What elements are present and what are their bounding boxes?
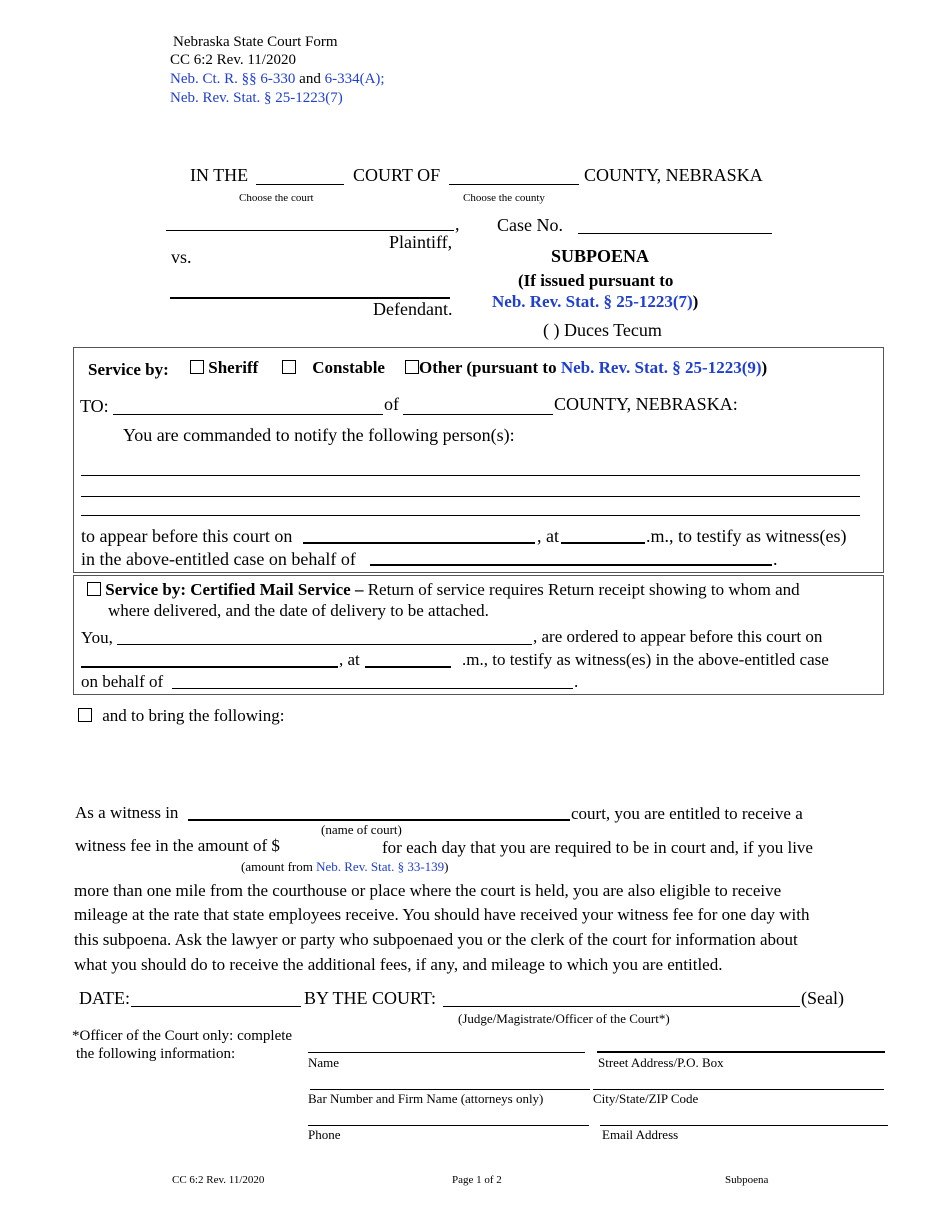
- appear-date-field[interactable]: [303, 542, 535, 544]
- vs-label: vs.: [171, 247, 192, 267]
- choose-court-hint: Choose the court: [239, 192, 314, 204]
- judge-hint: (Judge/Magistrate/Officer of the Court*): [458, 1011, 670, 1026]
- duces-tecum-option[interactable]: ( ) Duces Tecum: [543, 320, 662, 340]
- certified-mail-checkbox[interactable]: [87, 582, 101, 596]
- statute-link[interactable]: Neb. Rev. Stat. § 25-1223(7): [170, 90, 343, 106]
- appear-testify: .m., to testify as witness(es): [646, 526, 847, 546]
- officer-note-1: *Officer of the Court only: complete: [72, 1028, 293, 1044]
- to-name-field[interactable]: [113, 414, 383, 415]
- behalf-period-2: .: [574, 672, 579, 691]
- persons-line-3[interactable]: [81, 515, 860, 516]
- rule-link-b[interactable]: 6-334(A);: [324, 71, 385, 87]
- to-county-label: COUNTY, NEBRASKA:: [554, 394, 738, 414]
- title-statute-link[interactable]: Neb. Rev. Stat. § 25-1223(7): [492, 292, 693, 311]
- fee-amount-text: witness fee in the amount of $: [75, 836, 280, 855]
- to-county-field[interactable]: [403, 414, 553, 415]
- title-statute-close: ): [692, 292, 699, 311]
- behalf-period: .: [773, 549, 778, 569]
- persons-line-1[interactable]: [81, 475, 860, 476]
- name-label: Name: [308, 1055, 340, 1070]
- behalf-field-2[interactable]: [172, 688, 573, 689]
- by-court-label: BY THE COURT:: [304, 988, 437, 1008]
- amount-from-hint: [241, 859, 449, 875]
- other-option[interactable]: [405, 358, 767, 378]
- other-close: ): [761, 358, 768, 377]
- sheriff-checkbox[interactable]: [190, 360, 204, 374]
- street-field[interactable]: [597, 1051, 885, 1053]
- constable-checkbox[interactable]: [282, 360, 296, 374]
- witness-para-line-3: this subpoena. Ask the lawyer or party who subpoenaed you or the clerk of the court for information about: [74, 930, 798, 949]
- city-field[interactable]: [593, 1089, 884, 1090]
- certified-mail-label: Service by: Certified Mail Service –: [105, 580, 364, 599]
- witness-para-line-2: mileage at the rate that state employees receive. You should have received your witness fee for one day with: [74, 905, 810, 924]
- plaintiff-comma: ,: [455, 214, 460, 234]
- you-name-field[interactable]: [117, 644, 532, 645]
- sheriff-option[interactable]: [190, 358, 258, 378]
- plaintiff-field[interactable]: [166, 230, 454, 231]
- sheriff-label: Sheriff: [208, 358, 259, 377]
- form-name: Nebraska State Court Form: [173, 34, 338, 50]
- bring-label: and to bring the following:: [102, 706, 285, 725]
- behalf-label-2: on behalf of: [81, 672, 164, 691]
- amount-from-label: (amount from: [241, 859, 313, 874]
- other-checkbox[interactable]: [405, 360, 419, 374]
- name-field[interactable]: [308, 1052, 585, 1053]
- witness-para-line-4: what you should do to receive the additional fees, if any, and mileage to which you are entitled.: [74, 955, 723, 974]
- amount-statute-link[interactable]: Neb. Rev. Stat. § 33-139: [316, 859, 445, 874]
- subpoena-title: SUBPOENA: [551, 246, 650, 266]
- rule-reference: [170, 71, 385, 88]
- phone-label: Phone: [308, 1127, 341, 1142]
- to-label: TO:: [80, 396, 109, 416]
- ordered-at: , at: [339, 650, 360, 669]
- ordered-testify: .m., to testify as witness(es) in the above-entitled case: [462, 650, 829, 669]
- behalf-field[interactable]: [370, 564, 772, 566]
- footer-page: Page 1 of 2: [452, 1174, 502, 1186]
- certified-mail-option[interactable]: [87, 580, 800, 600]
- ordered-time-field[interactable]: [365, 666, 451, 668]
- city-label: City/State/ZIP Code: [593, 1091, 699, 1106]
- county-field[interactable]: [449, 184, 579, 185]
- of-label: of: [384, 394, 399, 414]
- plaintiff-label: Plaintiff,: [389, 232, 453, 252]
- certified-mail-text: Return of service requires Return receipt showing to whom and: [363, 580, 800, 599]
- street-label: Street Address/P.O. Box: [598, 1055, 724, 1070]
- appear-text: to appear before this court on: [81, 526, 293, 546]
- constable-label: Constable: [312, 358, 385, 377]
- bring-option[interactable]: [78, 706, 285, 726]
- footer-revision: CC 6:2 Rev. 11/2020: [172, 1174, 265, 1186]
- choose-county-hint: Choose the county: [463, 192, 545, 204]
- bar-number-label: Bar Number and Firm Name (attorneys only): [308, 1091, 544, 1106]
- seal-label: (Seal): [801, 988, 844, 1008]
- certified-mail-text-2: where delivered, and the date of delivery to be attached.: [108, 601, 489, 620]
- behalf-text: in the above-entitled case on behalf of: [81, 549, 356, 569]
- title-statute: [492, 292, 698, 312]
- date-field[interactable]: [131, 1006, 301, 1007]
- form-revision: CC 6:2 Rev. 11/2020: [170, 52, 296, 68]
- rule-and: and: [299, 71, 321, 87]
- service-by-label: Service by:: [88, 360, 169, 379]
- footer-title: Subpoena: [725, 1174, 769, 1186]
- ordered-date-field[interactable]: [81, 666, 338, 668]
- you-label: You,: [81, 628, 113, 647]
- county-nebraska-label: COUNTY, NEBRASKA: [584, 165, 763, 185]
- appear-at: , at: [537, 526, 559, 546]
- date-label: DATE:: [79, 988, 130, 1008]
- persons-line-2[interactable]: [81, 496, 860, 497]
- court-field[interactable]: [256, 184, 344, 185]
- commanded-text: You are commanded to notify the following person(s):: [123, 425, 515, 445]
- each-day-text: for each day that you are required to be in court and, if you live: [382, 838, 813, 857]
- in-the-label: IN THE: [190, 165, 249, 185]
- as-witness-text: As a witness in: [75, 803, 179, 822]
- if-issued-label: (If issued pursuant to: [518, 271, 674, 290]
- ordered-text: , are ordered to appear before this court on: [533, 627, 823, 646]
- bring-checkbox[interactable]: [78, 708, 92, 722]
- name-of-court-field[interactable]: [188, 819, 570, 821]
- email-label: Email Address: [602, 1127, 679, 1142]
- court-entitled-text: court, you are entitled to receive a: [571, 804, 803, 823]
- constable-option[interactable]: [282, 358, 385, 378]
- bar-number-field[interactable]: [310, 1089, 590, 1090]
- other-label: Other (pursuant to: [419, 358, 557, 377]
- amount-close: ): [444, 859, 449, 874]
- judge-signature-field[interactable]: [443, 1006, 800, 1007]
- other-statute-link[interactable]: Neb. Rev. Stat. § 25-1223(9): [560, 358, 762, 377]
- appear-time-field[interactable]: [561, 542, 645, 544]
- court-of-label: COURT OF: [353, 165, 441, 185]
- email-field[interactable]: [600, 1125, 888, 1126]
- case-no-label: Case No.: [497, 215, 563, 235]
- defendant-label: Defendant.: [373, 299, 453, 319]
- phone-field[interactable]: [308, 1125, 589, 1126]
- case-no-field[interactable]: [578, 233, 772, 234]
- witness-para-line-1: more than one mile from the courthouse or place where the court is held, you are also eligible to receive: [74, 881, 782, 900]
- officer-note-2: the following information:: [76, 1046, 236, 1062]
- name-of-court-hint: (name of court): [321, 822, 402, 837]
- rule-link-a[interactable]: Neb. Ct. R. §§ 6-330: [170, 71, 296, 87]
